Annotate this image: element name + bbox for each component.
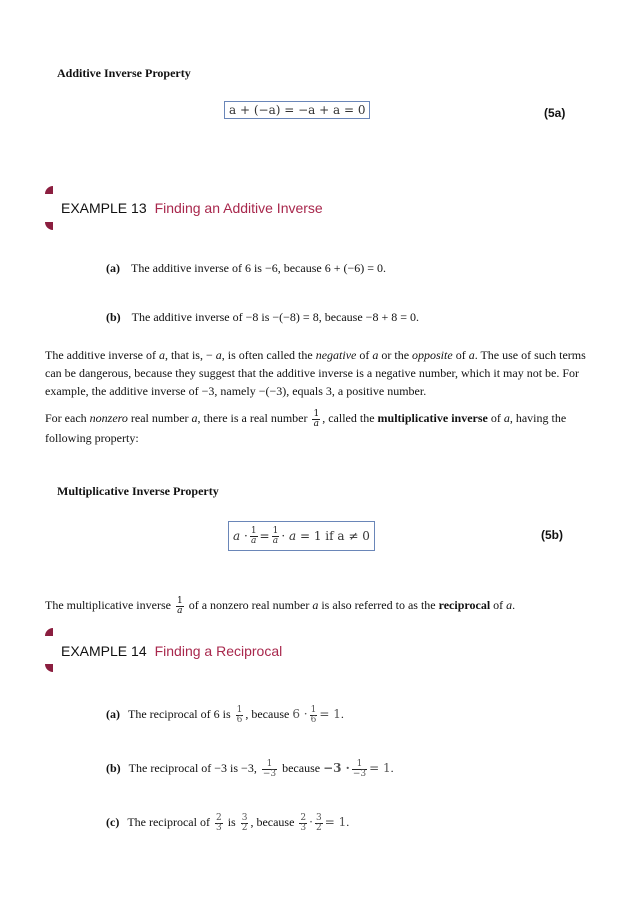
- frac-num: 1: [310, 704, 317, 715]
- text: is also referred to as the: [318, 598, 439, 612]
- text: or the: [378, 348, 413, 362]
- text: of a nonzero real number: [185, 598, 313, 612]
- fraction: [352, 760, 367, 779]
- frac-den: 3: [300, 822, 307, 833]
- example-13-number: EXAMPLE 13: [61, 200, 147, 216]
- frac-den: 6: [310, 714, 317, 725]
- text: of: [452, 348, 469, 362]
- text: The additive inverse of: [45, 348, 159, 362]
- item-label: (b): [106, 761, 121, 775]
- dot: ·: [281, 529, 286, 543]
- text: .: [346, 815, 350, 829]
- var-a: a: [289, 529, 297, 543]
- frac-den: 6: [236, 714, 243, 725]
- frac-num: 1: [352, 760, 367, 770]
- example-14-item-a: [106, 703, 344, 725]
- paragraph-reciprocal: [45, 596, 605, 616]
- fraction: [241, 814, 249, 833]
- example-13-header: [61, 200, 323, 216]
- example-13-item-a: [106, 261, 386, 276]
- var-a: a: [191, 411, 198, 425]
- var-a: a: [158, 348, 165, 362]
- paragraph-multiplicative-inverse: [45, 409, 600, 447]
- item-label: (a): [106, 707, 120, 721]
- var-a: a: [312, 598, 319, 612]
- additive-property-title: Additive Inverse Property: [57, 66, 191, 80]
- frac-num: 1: [176, 595, 183, 606]
- text: , called the: [322, 411, 378, 425]
- expr: = 1: [319, 707, 341, 721]
- expr: −3 ·: [323, 761, 350, 775]
- fraction: [315, 814, 323, 833]
- expr: = 1: [324, 815, 347, 829]
- frac-den: −3: [262, 768, 277, 779]
- example-bracket-bottom: [45, 664, 53, 672]
- example-14-title: Finding a Reciprocal: [154, 643, 283, 659]
- text: For each: [45, 411, 90, 425]
- multiplicative-equation: [228, 521, 375, 551]
- term-reciprocal: reciprocal: [438, 598, 491, 612]
- text: , that is, −: [164, 348, 216, 362]
- fraction: [215, 814, 223, 833]
- text: , having the following property:: [45, 411, 567, 445]
- frac-num: 2: [300, 812, 307, 823]
- fraction-one-over-a: [250, 527, 258, 546]
- example-bracket-top: [45, 628, 53, 636]
- item-text: The additive inverse of 6 is −6, because 6 + (−6) = 0.: [131, 261, 386, 275]
- example-bracket-bottom: [45, 222, 53, 230]
- equation-number-5b: (5b): [541, 528, 563, 542]
- frac-num: 3: [241, 812, 248, 823]
- expr: = 1: [369, 761, 391, 775]
- frac-num: 1: [313, 408, 320, 419]
- example-bracket-top: [45, 186, 53, 194]
- dot: ·: [309, 815, 313, 829]
- var-a: a: [468, 348, 475, 362]
- var-a: a: [233, 529, 241, 543]
- fraction-one-over-a: [312, 410, 320, 429]
- text: is: [224, 815, 239, 829]
- fraction: [310, 706, 318, 725]
- text: , because: [245, 707, 293, 721]
- expr: 6 ·: [292, 707, 308, 721]
- text: of: [356, 348, 373, 362]
- text: , is often called the: [221, 348, 316, 362]
- fraction: [262, 760, 277, 779]
- term-multiplicative-inverse: multiplicative inverse: [377, 411, 488, 425]
- item-text: The additive inverse of −8 is −(−8) = 8, because −8 + 8 = 0.: [131, 310, 419, 324]
- text: The reciprocal of 6 is: [128, 707, 234, 721]
- frac-den: a: [313, 418, 320, 429]
- frac-den: a: [250, 536, 257, 546]
- frac-num: 1: [262, 760, 277, 770]
- frac-den: 2: [241, 822, 248, 833]
- example-13-title: Finding an Additive Inverse: [154, 200, 323, 216]
- frac-num: 1: [272, 526, 279, 536]
- text: The multiplicative inverse: [45, 598, 174, 612]
- multiplicative-property-title: Multiplicative Inverse Property: [57, 484, 219, 498]
- text: The reciprocal of: [127, 815, 213, 829]
- dot: ·: [243, 529, 248, 543]
- text: The reciprocal of −3 is −3,: [128, 761, 260, 775]
- frac-den: −3: [352, 768, 367, 779]
- example-14-header: [61, 643, 282, 659]
- text: . The use of such terms can be dangerous, because they suggest that the additive inverse is a negative number, which it may not be. For example, the additive inverse of −3, namely −(−3), equals 3, a positive number.: [45, 348, 586, 398]
- text: of: [490, 598, 507, 612]
- item-label: (b): [106, 310, 121, 324]
- var-a: a: [372, 348, 379, 362]
- var-a: a: [506, 598, 513, 612]
- frac-den: a: [177, 605, 183, 616]
- frac-num: 1: [250, 526, 257, 536]
- text: of: [487, 411, 504, 425]
- eq-rest: = 1 if a ≠ 0: [299, 529, 370, 543]
- item-label: (c): [106, 815, 120, 829]
- text: because: [279, 761, 324, 775]
- equation-number-5a: (5a): [544, 106, 566, 120]
- paragraph-negative-opposite: [45, 346, 597, 400]
- additive-equation: a + (−a) = −a + a = 0: [224, 101, 370, 119]
- example-14-number: EXAMPLE 14: [61, 643, 147, 659]
- fraction-one-over-a: [272, 527, 280, 546]
- frac-den: a: [272, 536, 279, 546]
- var-a: a: [503, 411, 510, 425]
- example-13-item-b: [106, 310, 419, 325]
- fraction-one-over-a: [176, 597, 184, 616]
- frac-num: 3: [315, 812, 322, 823]
- term-negative: negative: [315, 348, 357, 362]
- equals: =: [259, 529, 270, 543]
- text: , because: [250, 815, 298, 829]
- example-14-item-b: [106, 757, 394, 779]
- frac-num: 2: [215, 812, 222, 823]
- text: .: [340, 707, 344, 721]
- text: .: [390, 761, 394, 775]
- frac-den: 3: [215, 822, 222, 833]
- item-label: (a): [106, 261, 120, 275]
- text: .: [512, 598, 516, 612]
- example-14-item-c: [106, 811, 349, 833]
- term-nonzero: nonzero: [89, 411, 128, 425]
- text: real number: [127, 411, 192, 425]
- frac-num: 1: [236, 704, 243, 715]
- fraction: [299, 814, 307, 833]
- var-a: a: [215, 348, 222, 362]
- term-opposite: opposite: [412, 348, 453, 362]
- fraction: [236, 706, 244, 725]
- text: , there is a real number: [197, 411, 311, 425]
- frac-den: 2: [315, 822, 322, 833]
